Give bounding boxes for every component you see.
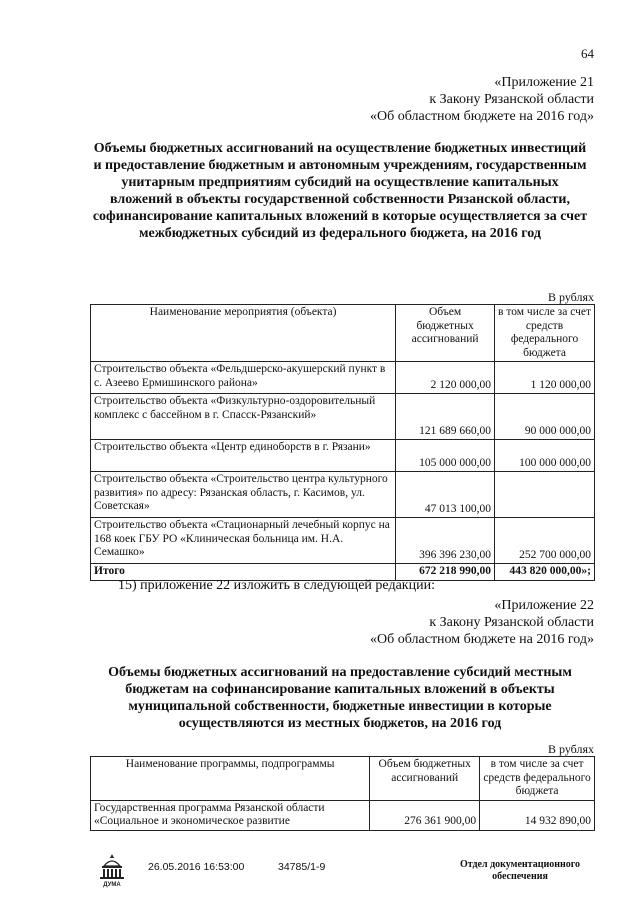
table-row <box>91 472 595 518</box>
row-federal: 90 000 000,00 <box>495 394 595 440</box>
row-federal: 1 120 000,00 <box>495 362 595 394</box>
total-volume: 672 218 990,00 <box>396 564 495 581</box>
total-label: Итого <box>91 564 396 581</box>
table-header-row <box>91 305 595 362</box>
appendix-21-table <box>90 304 595 581</box>
appendix-21-line2: к Закону Рязанской области <box>429 92 594 107</box>
appendix-21-title: Объемы бюджетных ассигнований на осуществление бюджетных инвестиций и предоставление бюджетным и автономным учреждениям, государственным унитарным предприятиям субсидий на осуществление капитальных вложений в объекты государственной собственности Рязанской области, софинансирование капитальных вложений в которые осуществляется за счет межбюджетных субсидий из федерального бюджета, на 2016 год <box>92 141 588 241</box>
row-name: Строительство объекта «Стационарный лечебный корпус на 168 коек ГБУ РО «Клиническая больница им. Н.А. Семашко» <box>91 518 396 564</box>
column-header-federal: в том числе за счет средств федерального бюджета <box>495 305 595 362</box>
footer-document-code: 34785/1-9 <box>278 861 326 873</box>
row-volume: 2 120 000,00 <box>396 362 495 394</box>
table-row <box>91 800 595 830</box>
appendix-22-line2: к Закону Рязанской области <box>429 615 594 630</box>
row-name: Строительство объекта «Фельдшерско-акушерский пункт в с. Азеево Ермишинского района» <box>91 362 396 394</box>
table-row <box>91 362 595 394</box>
footer-department-line1: Отдел документационного <box>459 859 581 870</box>
row-federal: 100 000 000,00 <box>495 440 595 472</box>
column-header-name: Наименование мероприятия (объекта) <box>91 305 396 362</box>
footer-department <box>440 859 600 883</box>
appendix-21-header <box>370 74 594 125</box>
row-name: Строительство объекта «Физкультурно-оздоровительный комплекс с бассейном в г. Спасск-Рязанский» <box>91 394 396 440</box>
appendix-21-line1: «Приложение 21 <box>494 75 594 90</box>
unit-label-21: В рублях <box>547 290 594 304</box>
table-header-row <box>91 757 595 801</box>
row-volume: 105 000 000,00 <box>396 440 495 472</box>
column-header-name: Наименование программы, подпрограммы <box>91 757 370 801</box>
row-federal: 14 932 890,00 <box>480 800 595 830</box>
footer-timestamp: 26.05.2016 16:53:00 <box>148 861 245 873</box>
appendix-22-table <box>90 756 595 831</box>
row-volume: 396 396 230,00 <box>396 518 495 564</box>
row-federal: 252 700 000,00 <box>495 518 595 564</box>
appendix-22-line3: «Об областном бюджете на 2016 год» <box>370 632 594 647</box>
amendment-instruction: 15) приложение 22 изложить в следующей редакции: <box>118 578 435 593</box>
appendix-21-line3: «Об областном бюджете на 2016 год» <box>370 109 594 124</box>
row-volume: 276 361 900,00 <box>370 800 480 830</box>
column-header-federal: в том числе за счет средств федерального бюджета <box>480 757 595 801</box>
column-header-volume: Объем бюджетных ассигнований <box>370 757 480 801</box>
table-row <box>91 518 595 564</box>
row-name: Строительство объекта «Строительство центра культурного развития» по адресу: Рязанская область, г. Касимов, ул. Советская» <box>91 472 396 518</box>
table-row <box>91 394 595 440</box>
row-name: Государственная программа Рязанской области «Социальное и экономическое развитие <box>91 800 370 830</box>
column-header-volume: Объем бюджетных ассигнований <box>396 305 495 362</box>
duma-logo-icon <box>92 852 132 888</box>
total-federal: 443 820 000,00»; <box>495 564 595 581</box>
footer-department-line2: обеспечения <box>492 871 548 882</box>
row-name: Строительство объекта «Центр единоборств в г. Рязани» <box>91 440 396 472</box>
table-row <box>91 440 595 472</box>
row-federal <box>495 472 595 518</box>
page-number: 64 <box>581 46 594 61</box>
row-volume: 121 689 660,00 <box>396 394 495 440</box>
row-volume: 47 013 100,00 <box>396 472 495 518</box>
appendix-22-line1: «Приложение 22 <box>494 598 594 613</box>
unit-label-22: В рублях <box>547 742 594 756</box>
appendix-22-header <box>370 597 594 648</box>
appendix-22-title: Объемы бюджетных ассигнований на предоставление субсидий местным бюджетам на софинансирование капитальных вложений в объекты муниципальной собственности, бюджетные инвестиции в которые осуществляются из местных бюджетов, на 2016 год <box>108 665 572 731</box>
svg-text:ДУМА: ДУМА <box>103 882 121 888</box>
